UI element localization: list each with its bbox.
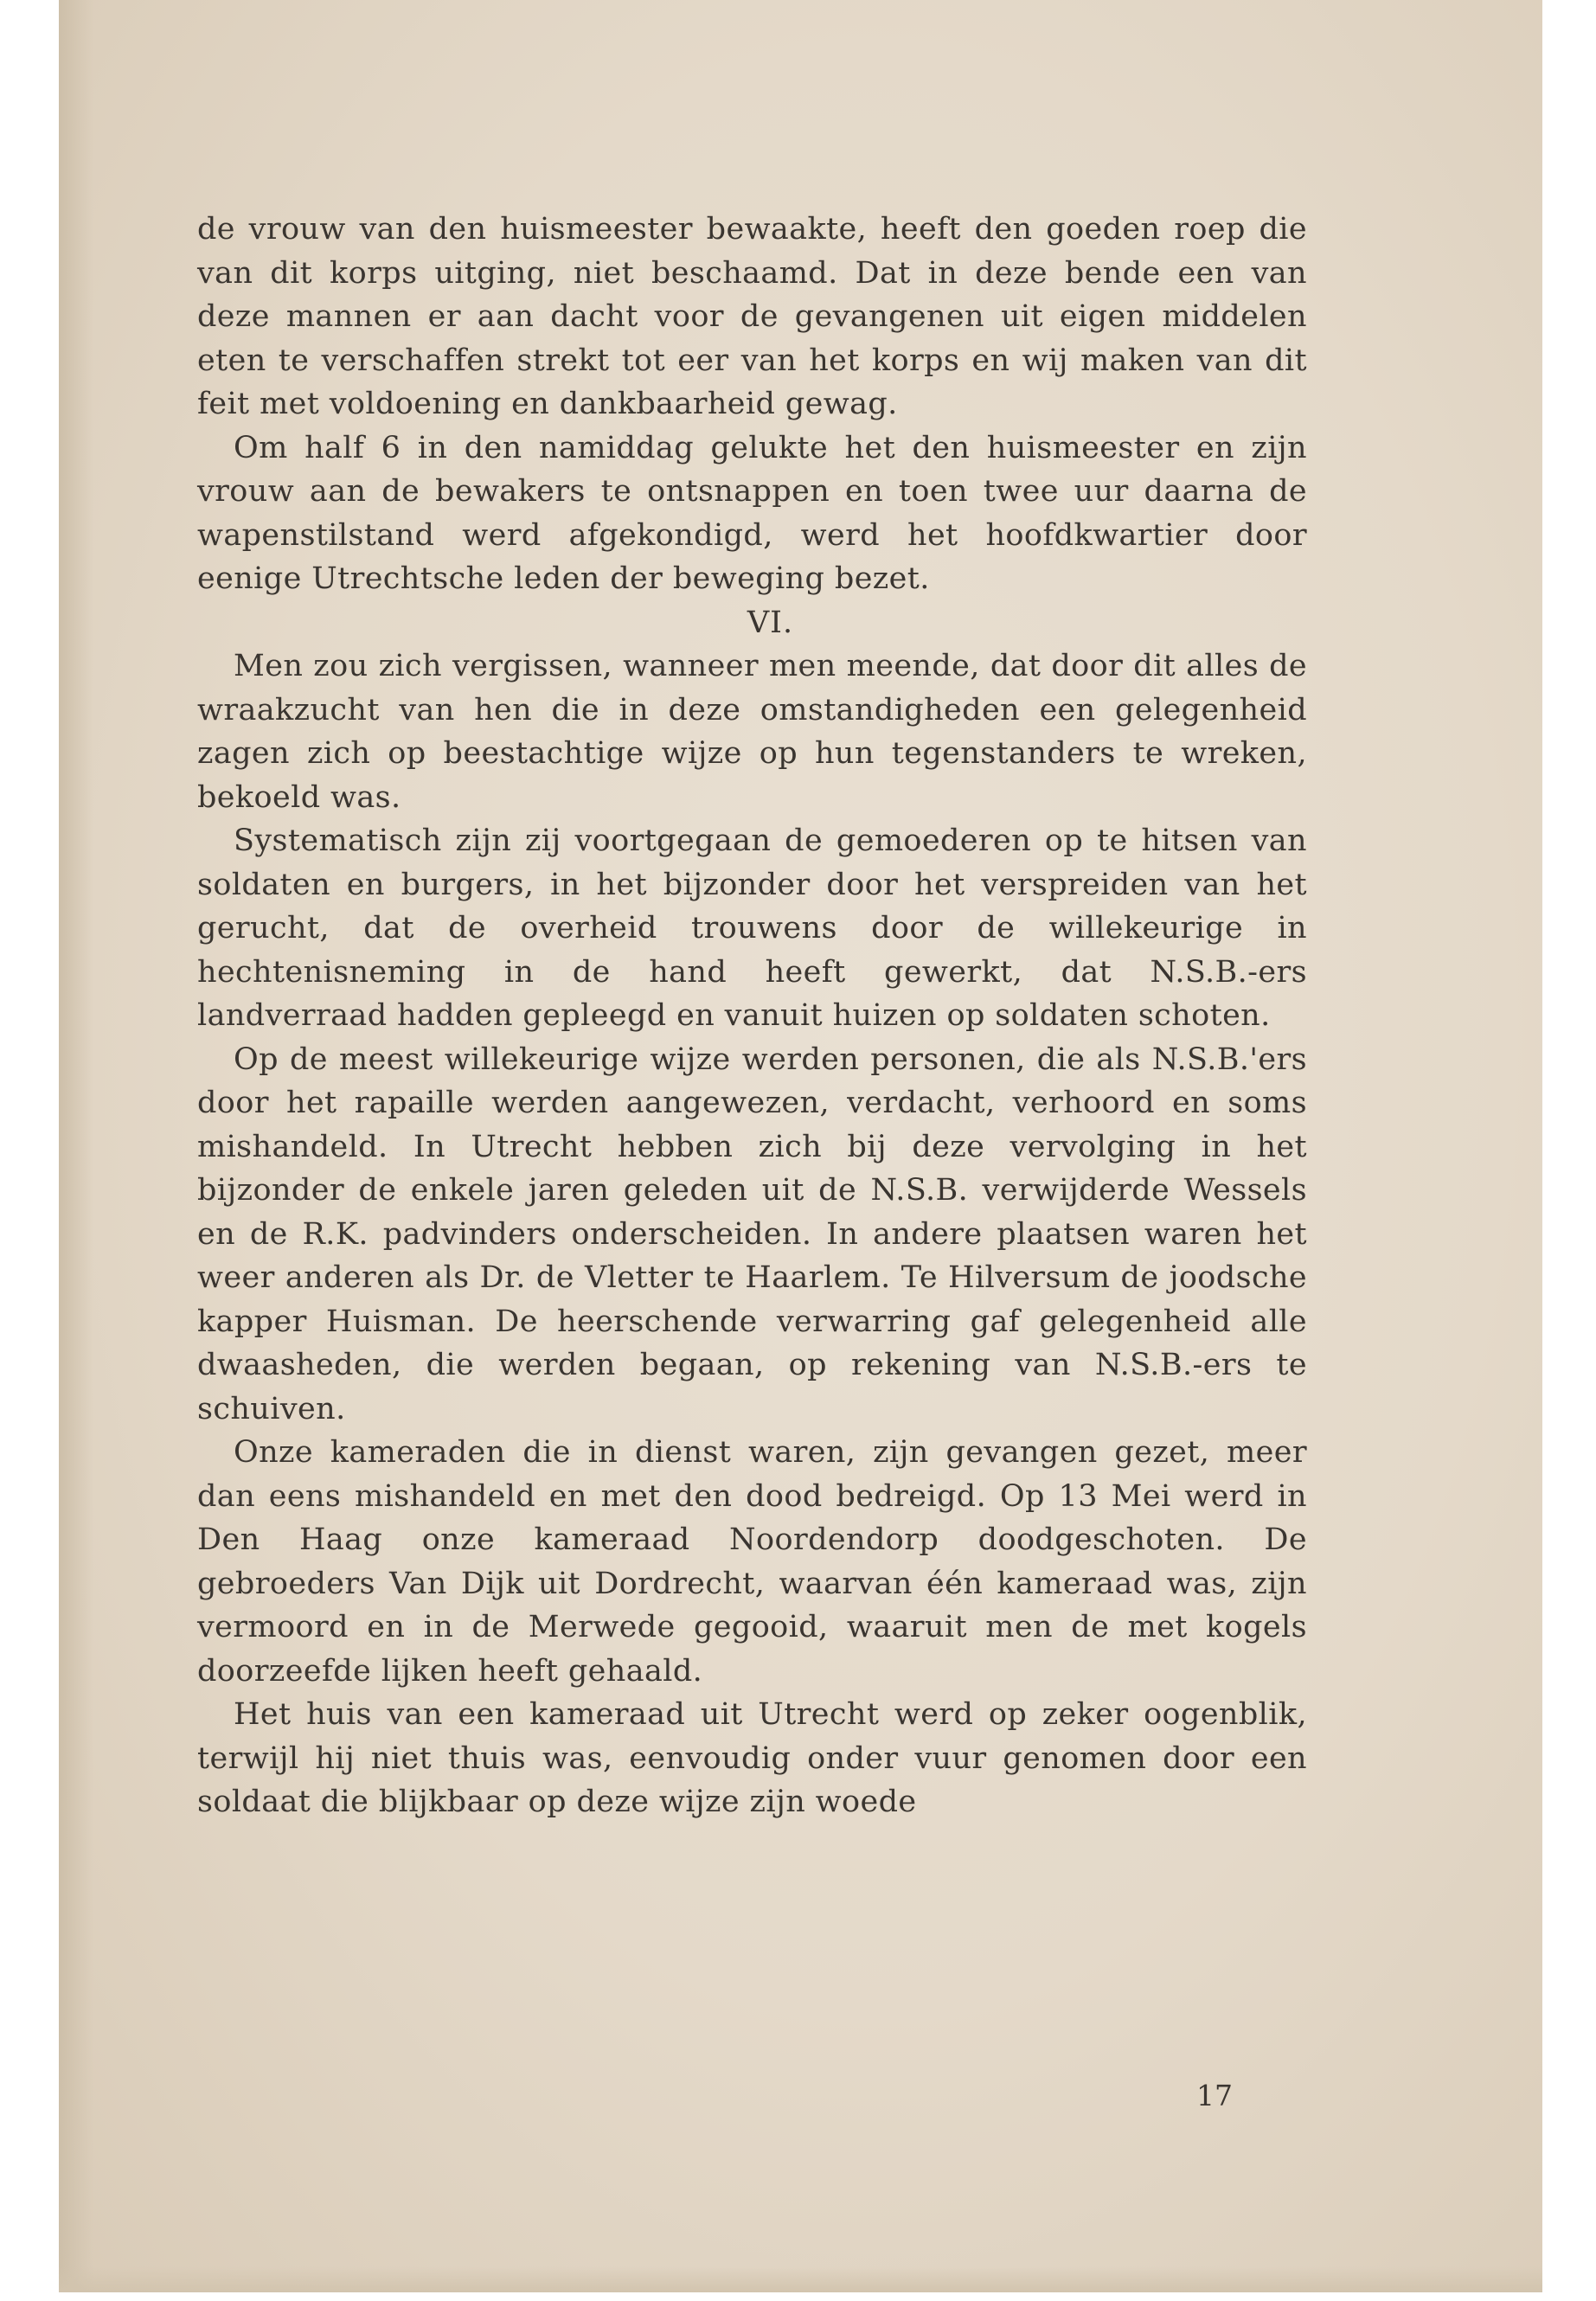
body-text [197,208,1307,1824]
paragraph: Systematisch zijn zij voortgegaan de gemoederen op te hitsen van soldaten en burgers, in het bijzonder door het verspreiden van het gerucht, dat de overheid trouwens door de willekeurige in hechtenisneming in de hand heeft gewerkt, dat N.S.B.-ers landverraad hadden gepleegd en vanuit huizen op soldaten schoten. [197,824,1307,1033]
section-heading: VI. [747,605,794,640]
page-edge-shadow [59,0,93,2292]
paragraph: Men zou zich vergissen, wanneer men meende, dat door dit alles de wraakzucht van hen die in deze omstandigheden een gelegenheid zagen zich op beestachtige wijze op hun tegenstanders te wreken, bekoeld was. [197,649,1307,815]
paragraph: Het huis van een kameraad uit Utrecht werd op zeker oogenblik, terwijl hij niet thuis was, eenvoudig onder vuur genomen door een soldaat die blijkbaar op deze wijze zijn woede [197,1697,1307,1819]
paragraph: Op de meest willekeurige wijze werden personen, die als N.S.B.'ers door het rapaille werden aangewezen, verdacht, verhoord en soms mishandeld. In Utrecht hebben zich bij deze vervolging in het bijzonder de enkele jaren geleden uit de N.S.B. verwijderde Wessels en de R.K. padvinders onderscheiden. In andere plaatsen waren het weer anderen als Dr. de Vletter te Haarlem. Te Hilversum de joodsche kapper Huisman. De heerschende verwarring gaf gelegenheid alle dwaasheden, die werden begaan, op rekening van N.S.B.-ers te schuiven. [197,1042,1307,1426]
page-bottom-shadow [59,2266,1542,2292]
paragraph-continued: de vrouw van den huismeester bewaakte, heeft den goeden roep die van dit korps uitging, niet beschaamd. Dat in deze bende een van deze mannen er aan dacht voor de gevangenen uit eigen middelen eten te verschaffen strekt tot eer van het korps en wij maken van dit feit met voldoening en dankbaarheid gewag. [197,212,1307,421]
paragraph: Onze kameraden die in dienst waren, zijn gevangen gezet, meer dan eens mishandeld en met den dood bedreigd. Op 13 Mei werd in Den Haag onze kameraad Noordendorp doodgeschoten. De gebroeders Van Dijk uit Dordrecht, waarvan één kameraad was, zijn vermoord en in de Merwede gegooid, waaruit men de met kogels doorzeefde lijken heeft gehaald. [197,1435,1307,1689]
page-number: 17 [1196,2079,1233,2112]
paragraph: Om half 6 in den namiddag gelukte het den huismeester en zijn vrouw aan de bewakers te ontsnappen en toen twee uur daarna de wapenstilstand werd afgekondigd, werd het hoofdkwartier door eenige Utrechtsche leden der beweging bezet. [197,430,1307,596]
